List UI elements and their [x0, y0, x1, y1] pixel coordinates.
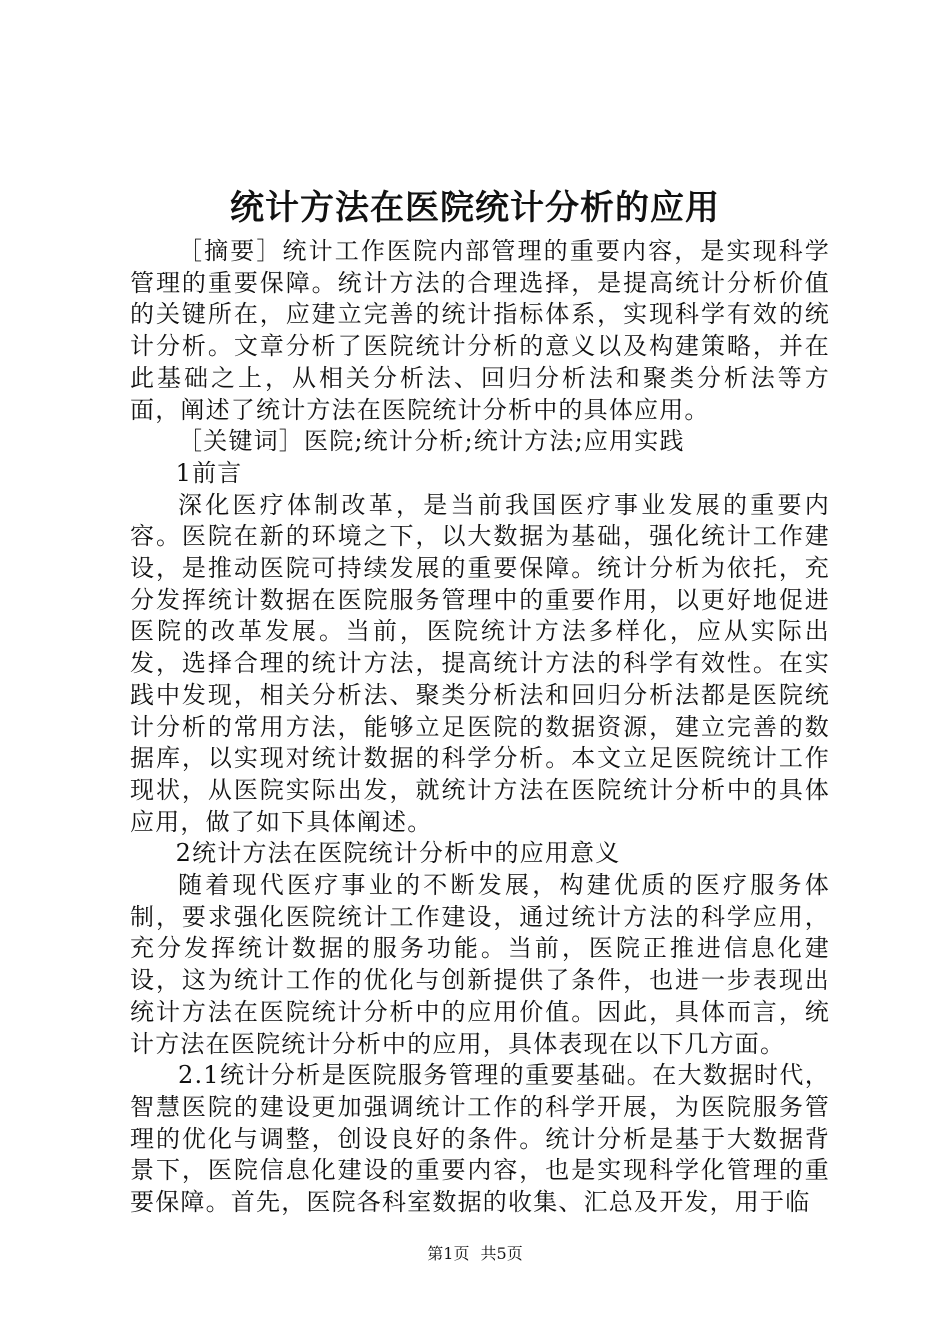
section-heading-2: 2统计方法在医院统计分析中的应用意义 [175, 839, 621, 868]
document-body [130, 236, 830, 1219]
body-paragraph: 深化医疗体制改革，是当前我国医疗事业发展的重要内容。医院在新的环境之下，以大数据为基础，强化统计工作建设，是推动医院可持续发展的重要保障。统计分析为依托，充分发挥统计数据在医院服务管理中的重要作用，以更好地促进医院的改革发展。当前，医院统计方法多样化，应从实际出发，选择合理的统计方法，提高统计方法的科学有效性。在实践中发现，相关分析法、聚类分析法和回归分析法都是医院统计分析的常用方法，能够立足医院的数据资源，建立完善的数据库，以实现对统计数据的科学分析。本文立足医院统计工作现状，从医院实际出发，就统计方法在医院统计分析中的具体应用，做了如下具体阐述。 [130, 490, 830, 836]
abstract-paragraph: ［摘要］统计工作医院内部管理的重要内容，是实现科学管理的重要保障。统计方法的合理选择，是提高统计分析价值的关键所在，应建立完善的统计指标体系，实现科学有效的统计分析。文章分析了医院统计分析的意义以及构建策略，并在此基础之上，从相关分析法、回归分析法和聚类分析法等方面，阐述了统计方法在医院统计分析中的具体应用。 [130, 237, 830, 424]
page-footer [0, 1244, 950, 1264]
section-heading-1: 1前言 [175, 458, 243, 487]
document-title: 统计方法在医院统计分析的应用 [230, 188, 720, 228]
page-number: 第1页 [427, 1244, 470, 1263]
body-paragraph: 2.1统计分析是医院服务管理的重要基础。在大数据时代，智慧医院的建设更加强调统计工作的科学开展，为医院服务管理的优化与调整，创设良好的条件。统计分析是基于大数据背景下，医院信息化建设的重要内容，也是实现科学化管理的重要保障。首先，医院各科室数据的收集、汇总及开发，用于临 [130, 1061, 830, 1217]
body-paragraph: 随着现代医疗事业的不断发展，构建优质的医疗服务体制，要求强化医院统计工作建设，通过统计方法的科学应用，充分发挥统计数据的服务功能。当前，医院正推进信息化建设，这为统计工作的优化与创新提供了条件，也进一步表现出统计方法在医院统计分析中的应用价值。因此，具体而言，统计方法在医院统计分析中的应用，具体表现在以下几方面。 [130, 871, 830, 1058]
keywords-paragraph: ［关键词］医院;统计分析;统计方法;应用实践 [178, 427, 685, 456]
page-total: 共5页 [480, 1244, 523, 1263]
